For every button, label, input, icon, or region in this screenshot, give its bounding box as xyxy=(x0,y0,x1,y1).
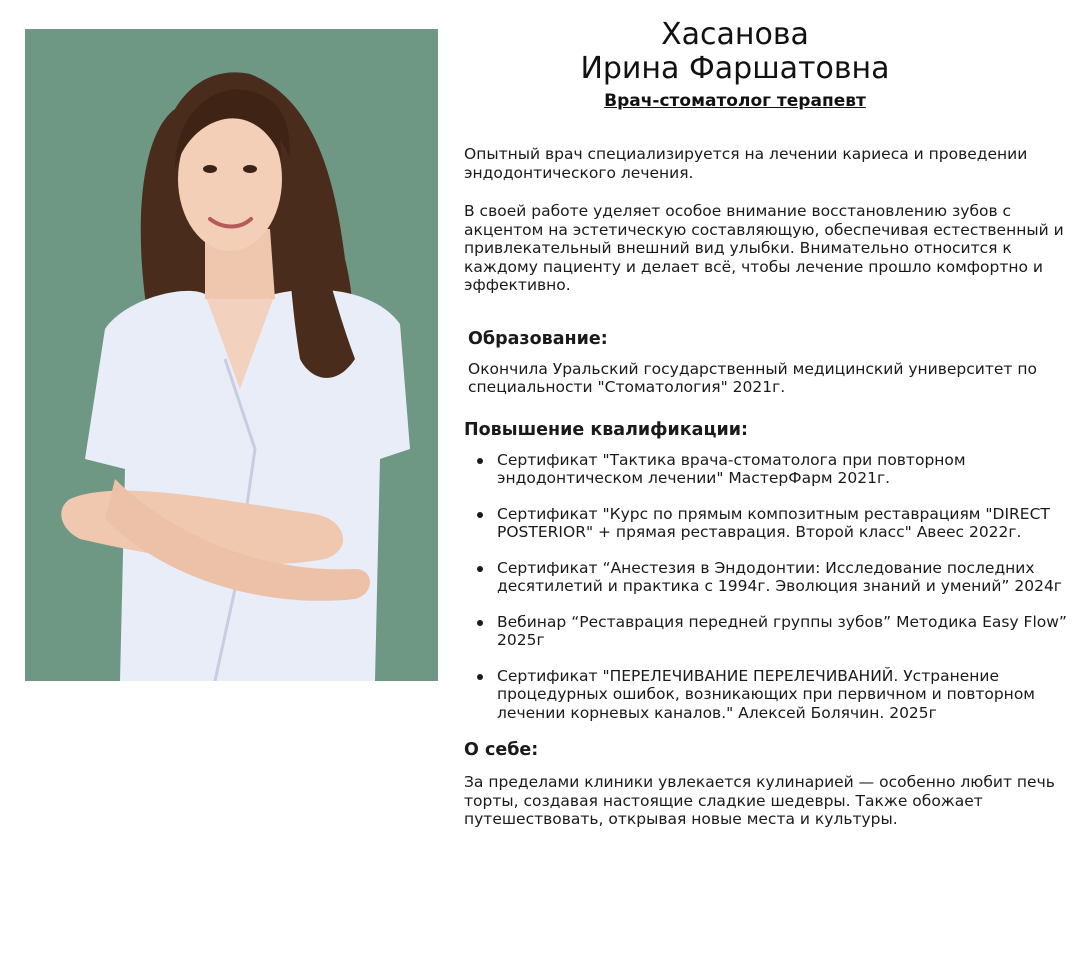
doctor-given-names: Ирина Фаршатовна xyxy=(580,51,890,86)
doctor-bio xyxy=(464,145,1074,829)
about-title: О себе: xyxy=(464,740,539,760)
doctor-header xyxy=(470,18,1000,112)
list-item: Сертификат "Курс по прямым композитным реставрациям "DIRECT POSTERIOR" + прямая реставрация. Второй класс" Авеес 2022г. xyxy=(464,505,1074,542)
doctor-portrait-illustration xyxy=(25,29,438,681)
qualifications-title: Повышение квалификации: xyxy=(464,419,748,440)
education-text: Окончила Уральский государственный медицинский университет по специальности "Стоматология" 2021г. xyxy=(468,359,1037,396)
doctor-photo xyxy=(25,29,438,681)
list-item: Сертификат "Тактика врача-стоматолога при повторном эндодонтическом лечении" МастерФарм 2021г. xyxy=(464,451,1074,488)
list-item: Сертификат “Анестезия в Эндодонтии: Исследование последних десятилетий и практика с 1994г. Эволюция знаний и умений” 2024г xyxy=(464,559,1074,596)
list-item: Вебинар “Реставрация передней группы зубов” Методика Easy Flow” 2025г xyxy=(464,613,1074,650)
doctor-role: Врач-стоматолог терапевт xyxy=(604,91,866,111)
list-item: Сертификат "ПЕРЕЛЕЧИВАНИЕ ПЕРЕЛЕЧИВАНИЙ. Устранение процедурных ошибок, возникающих при первичном и повторном лечении корневых каналов." Алексей Болячин. 2025г xyxy=(464,667,1074,723)
about-text: За пределами клиники увлекается кулинарией — особенно любит печь торты, создавая настоящие сладкие шедевры. Также обожает путешествовать, открывая новые места и культуры. xyxy=(464,773,1055,828)
education-title: Образование: xyxy=(468,328,608,349)
doctor-surname: Хасанова xyxy=(661,17,809,52)
intro-paragraph: В своей работе уделяет особое внимание восстановлению зубов с акцентом на эстетическую составляющую, обеспечивая естественный и привлекательный внешний вид улыбки. Внимательно относится к каждому пациенту и делает всё, чтобы лечение прошло комфортно и эффективно. xyxy=(464,202,1064,294)
intro-paragraph: Опытный врач специализируется на лечении кариеса и проведении эндодонтического лечения. xyxy=(464,145,1028,182)
qualifications-list xyxy=(464,451,1074,723)
